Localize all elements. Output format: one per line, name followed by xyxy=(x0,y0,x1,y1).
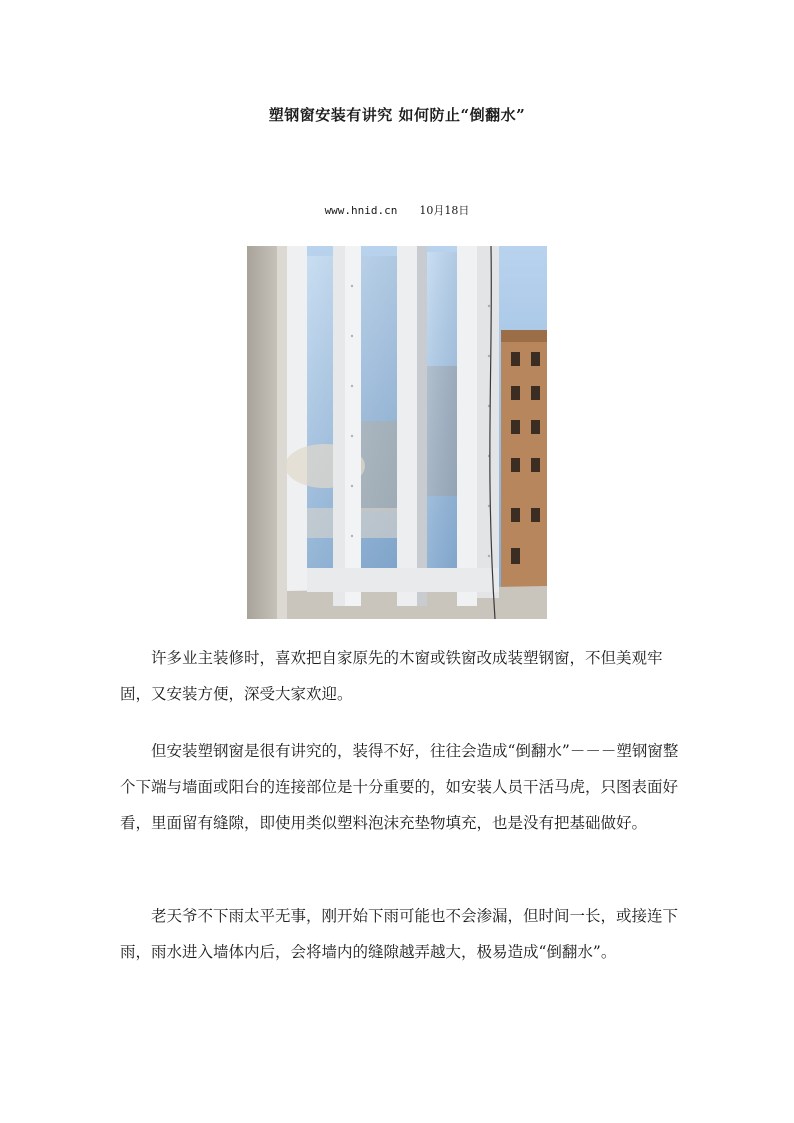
window-photo xyxy=(247,246,547,619)
paragraph-3: 老天爷不下雨太平无事，刚开始下雨可能也不会渗漏，但时间一长，或接连下雨，雨水进入墙体内后，会将墙内的缝隙越弄越大，极易造成“倒翻水”。 xyxy=(120,907,679,961)
paragraph-1: 许多业主装修时，喜欢把自家原先的木窗或铁窗改成装塑钢窗，不但美观牢固，又安装方便，深受大家欢迎。 xyxy=(120,649,663,703)
paragraph-2: 但安装塑钢窗是很有讲究的，装得不好，往往会造成“倒翻水”－－－塑钢窗整个下端与墙面或阳台的连接部位是十分重要的，如安装人员干活马虎，只图表面好看，里面留有缝隙，即使用类似塑料泡沫充垫物填充，也是没有把基础做好。 xyxy=(120,742,679,832)
article-title: 塑钢窗安装有讲究 如何防止“倒翻水” xyxy=(268,106,526,124)
article-meta xyxy=(0,202,794,218)
publish-date: 10月18日 xyxy=(419,204,470,217)
source-site: www.hnid.cn xyxy=(324,204,398,217)
